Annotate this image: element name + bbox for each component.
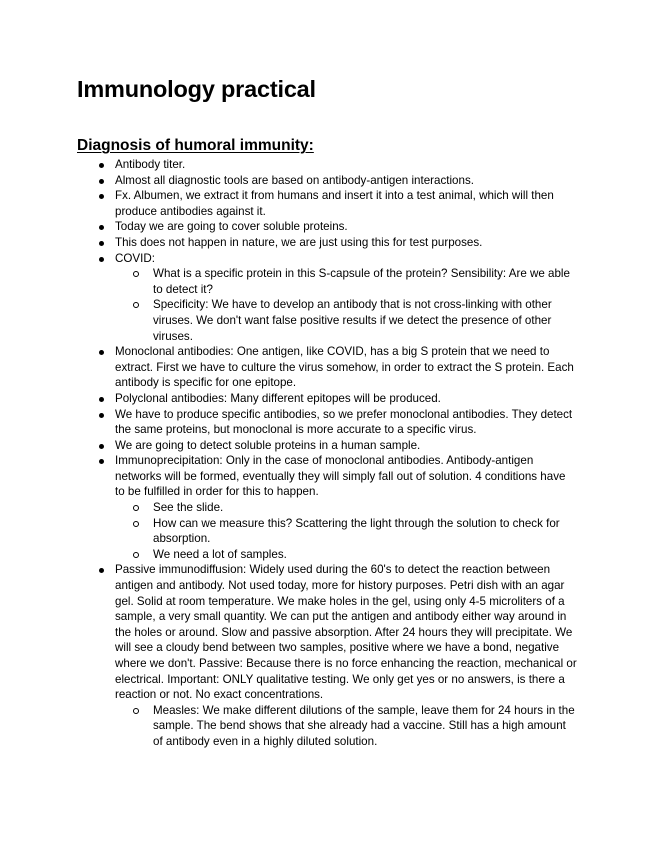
sub-list — [115, 500, 578, 562]
list-item: Polyclonal antibodies: Many different epitopes will be produced. — [98, 391, 578, 407]
list-item: Almost all diagnostic tools are based on antibody-antigen interactions. — [98, 173, 578, 189]
sub-list-item: Specificity: We have to develop an antibody that is not cross-linking with other viruses. We don't want false positive results if we detect the presence of other viruses. — [115, 297, 578, 344]
list-item: Today we are going to cover soluble proteins. — [98, 219, 578, 235]
list-item: Fx. Albumen, we extract it from humans and insert it into a test animal, which will then produce antibodies against it. — [98, 188, 578, 219]
section-heading: Diagnosis of humoral immunity: — [77, 137, 314, 154]
sub-list-item: Measles: We make different dilutions of the sample, leave them for 24 hours in the sample. The bend shows that she already had a vaccine. Still has a high amount of antibody even in a highly diluted solution. — [115, 703, 578, 750]
list-item: We have to produce specific antibodies, so we prefer monoclonal antibodies. They detect the same proteins, but monoclonal is more accurate to a specific virus. — [98, 407, 578, 438]
bullet-list — [98, 157, 578, 750]
list-item: Antibody titer. — [98, 157, 578, 173]
list-item: We are going to detect soluble proteins in a human sample. — [98, 438, 578, 454]
list-item: COVID: What is a specific protein in this S-capsule of the protein? Sensibility: Are we able to detect it? Specificity: We have to develop an antibody that is not cross-linking with other viruses. We don't want false positive results if we detect the presence of other viruses. — [98, 251, 578, 345]
list-item: Monoclonal antibodies: One antigen, like COVID, has a big S protein that we need to extract. First we have to culture the virus somehow, in order to extract the S protein. Each antibody is specific for one epitope. — [98, 344, 578, 391]
sub-list — [115, 266, 578, 344]
sub-list-item: See the slide. — [115, 500, 578, 516]
list-item: Passive immunodiffusion: Widely used during the 60's to detect the reaction between antigen and antibody. Not used today, more for history purposes. Petri dish with an agar gel. Solid at room temperature. We make holes in the gel, using only 4-5 microliters of a sample, a very small quantity. We can put the antigen and antibody either way around in the holes or around. Slow and passive absorption. After 24 hours they will precipitate. We will see a cloudy bend between two samples, positive where we have a bond, negative where we don't. Passive: Because there is no force enhancing the reaction, mechanical or electrical. Important: ONLY qualitative testing. We only get yes or no answers, is there a reaction or not. No exact concentrations. Measles: We make different dilutions of the sample, leave them for 24 hours in the sample. The bend shows that she already had a vaccine. Still has a high amount of antibody even in a highly diluted solution. — [98, 562, 578, 749]
list-item: This does not happen in nature, we are just using this for test purposes. — [98, 235, 578, 251]
sub-list-item: What is a specific protein in this S-capsule of the protein? Sensibility: Are we able to detect it? — [115, 266, 578, 297]
sub-list-item: How can we measure this? Scattering the light through the solution to check for absorption. — [115, 516, 578, 547]
document-title: Immunology practical — [77, 76, 316, 102]
list-item: Immunoprecipitation: Only in the case of monoclonal antibodies. Antibody-antigen networks will be formed, eventually they will simply fall out of solution. 4 conditions have to be fulfilled in order for this to happen. See the slide. How can we measure this? Scattering the light through the solution to check for absorption. We need a lot of samples. — [98, 453, 578, 562]
sub-list — [115, 703, 578, 750]
sub-list-item: We need a lot of samples. — [115, 547, 578, 563]
